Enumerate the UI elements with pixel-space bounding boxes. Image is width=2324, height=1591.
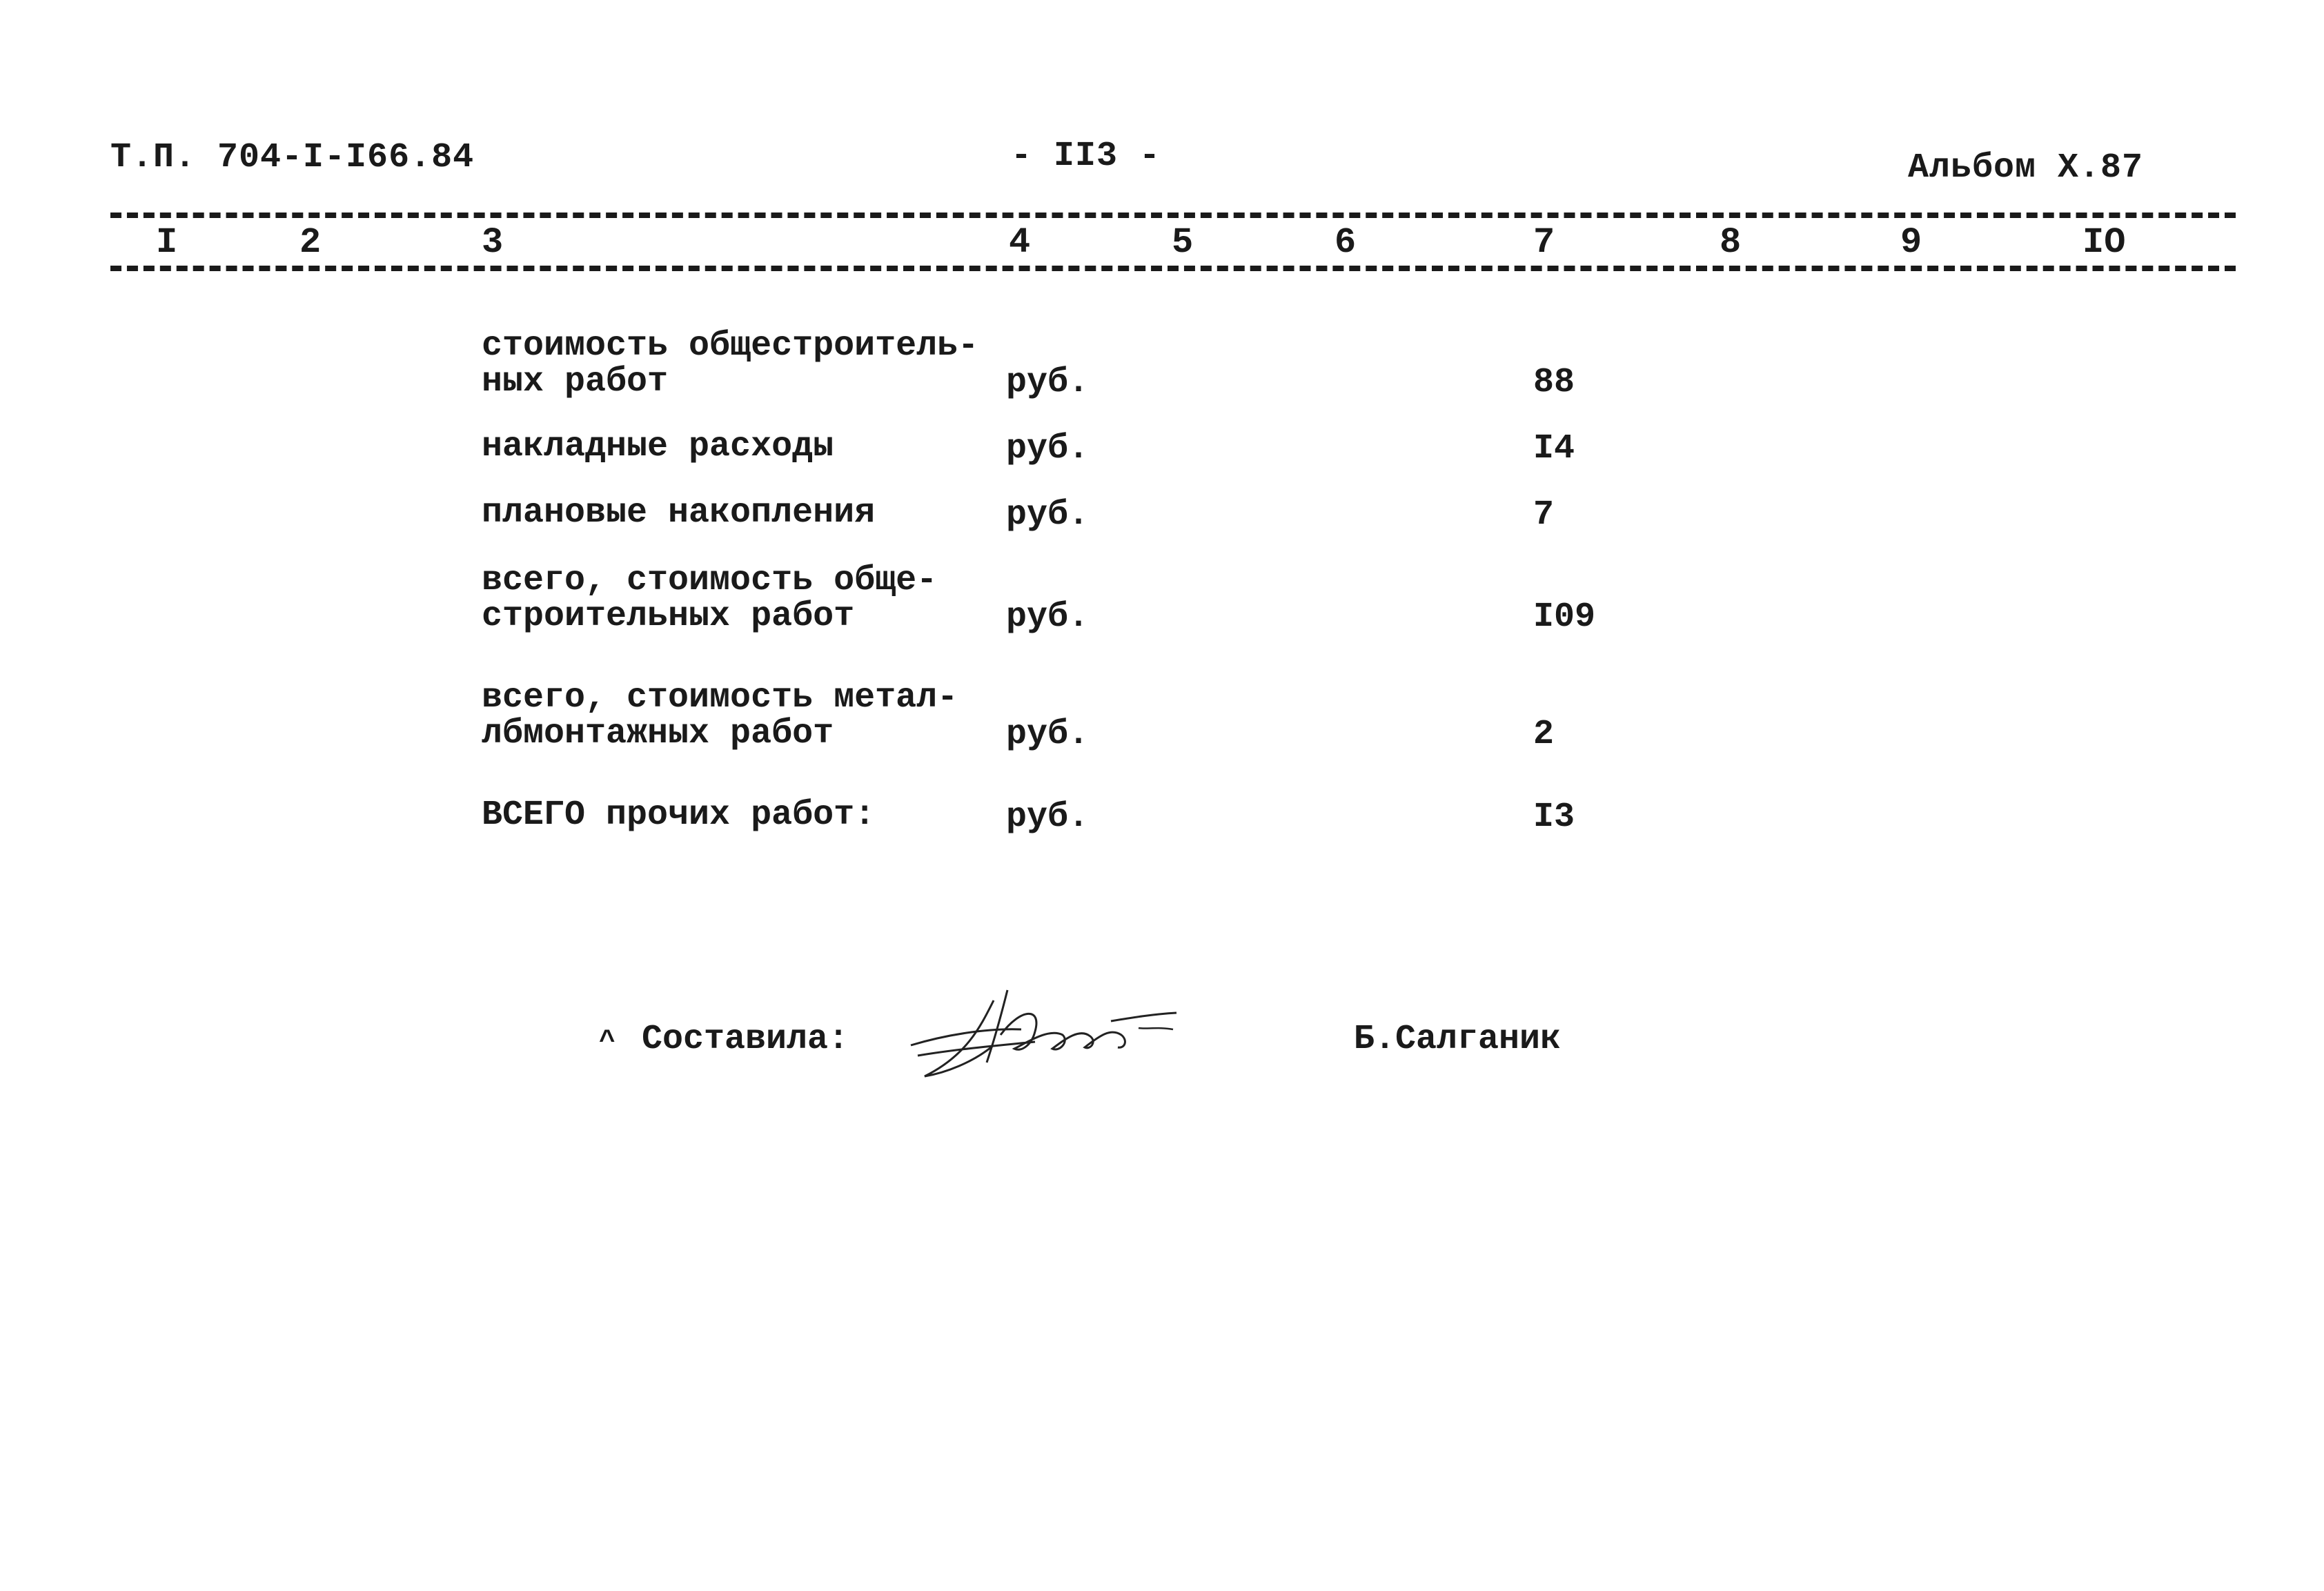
column-number-6: 6 — [1329, 222, 1361, 263]
row-description-line: ных работ — [482, 362, 669, 402]
signatory-name: Б.Салганик — [1354, 1020, 1562, 1059]
row-unit: руб. — [1006, 495, 1090, 535]
row-description — [482, 563, 937, 635]
row-description-line: строительных работ — [482, 597, 855, 636]
row-unit: руб. — [1006, 715, 1090, 754]
row-description — [482, 495, 875, 531]
row-value: 2 — [1533, 715, 1555, 754]
column-number-3: 3 — [476, 222, 509, 263]
signature-mark: ^ — [599, 1027, 616, 1058]
row-description-line: накладные расходы — [482, 427, 834, 466]
row-description-line: стоимость общестроитель- — [482, 326, 979, 366]
column-number-5: 5 — [1166, 222, 1199, 263]
handwritten-signature — [904, 980, 1194, 1083]
row-value: I09 — [1533, 597, 1596, 637]
row-description — [482, 798, 875, 833]
column-number-8: 8 — [1714, 222, 1746, 263]
header-rule-top — [110, 213, 2236, 218]
column-number-10: IO — [2077, 222, 2131, 263]
column-number-1: I — [150, 222, 183, 263]
row-description — [482, 429, 834, 465]
column-number-9: 9 — [1895, 222, 1927, 263]
row-description-line: ВСЕГО прочих работ: — [482, 796, 876, 835]
row-description — [482, 680, 958, 752]
column-number-4: 4 — [1003, 222, 1036, 263]
row-description-line: лбмонтажных работ — [482, 714, 834, 753]
signature-label: Составила: — [642, 1020, 849, 1059]
row-description — [482, 328, 978, 400]
document-code: Т.П. 704-I-I66.84 — [110, 138, 475, 177]
album-label: Альбом X.87 — [1908, 148, 2144, 188]
row-description-line: всего, стоимость метал- — [482, 678, 958, 718]
header-rule-bottom — [110, 266, 2236, 271]
row-value: I3 — [1533, 798, 1575, 837]
page-number: - II3 - — [1011, 137, 1161, 176]
row-description-line: всего, стоимость обще- — [482, 561, 938, 600]
row-unit: руб. — [1006, 363, 1090, 402]
column-number-2: 2 — [294, 222, 326, 263]
row-value: 88 — [1533, 363, 1575, 402]
row-description-line: плановые накопления — [482, 493, 876, 533]
row-value: 7 — [1533, 495, 1555, 535]
row-unit: руб. — [1006, 429, 1090, 468]
row-unit: руб. — [1006, 597, 1090, 637]
row-unit: руб. — [1006, 798, 1090, 837]
row-value: I4 — [1533, 429, 1575, 468]
column-number-7: 7 — [1528, 222, 1560, 263]
